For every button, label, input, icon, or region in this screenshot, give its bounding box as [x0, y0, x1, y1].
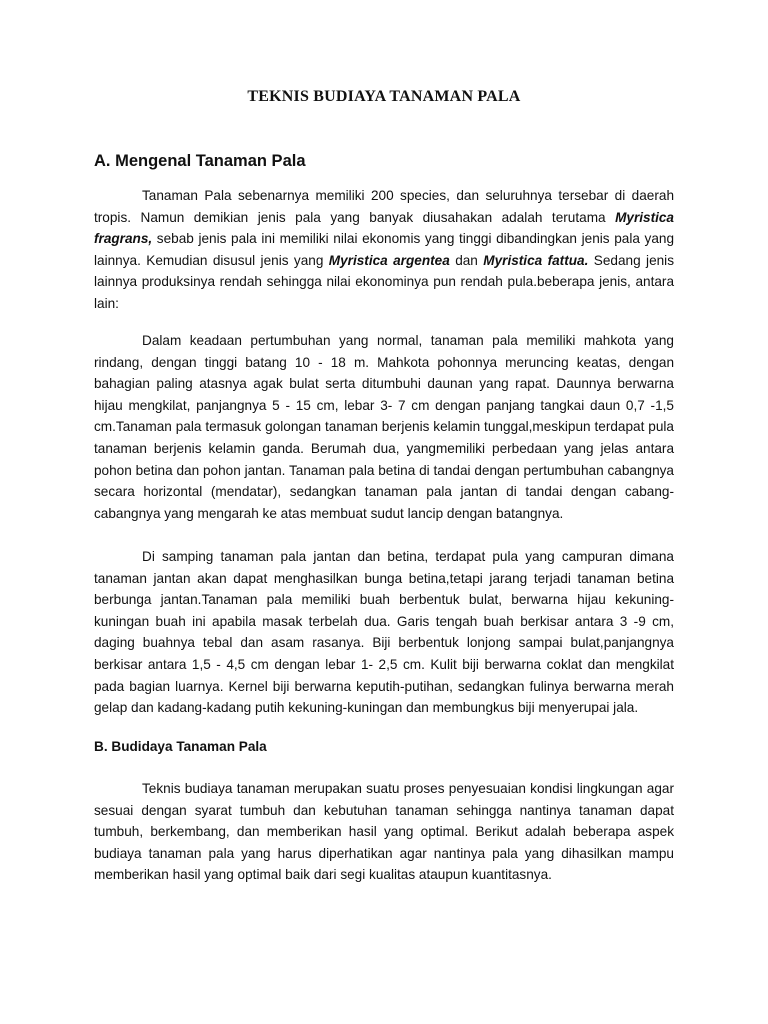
section-a-paragraph-2: Dalam keadaan pertumbuhan yang normal, tanaman pala memiliki mahkota yang rindang, dengan tinggi batang 10 - 18 m. Mahkota pohonnya meruncing keatas, dengan bahagian paling atasnya agak bulat serta ditumbuhi daunan yang rapat. Daunnya berwarna hijau mengkilat, panjangnya 5 - 15 cm, lebar 3- 7 cm dengan panjang tangkai daun 0,7 -1,5 cm.Tanaman pala termasuk golongan tanaman berjenis kelamin tunggal,meskipun terdapat pula tanaman berjenis kelamin ganda. Berumah dua, yangmemiliki perbedaan yang jelas antara pohon betina dan pohon jantan. Tanaman pala betina di tandai dengan pertumbuhan cabangnya secara horizontal (mendatar), sedangkan tanaman pala jantan di tandai dengan cabang-cabangnya yang mengarah ke atas membuat sudut lancip dengan batangnya. [94, 333, 674, 521]
paragraph-text: Tanaman Pala sebenarnya memiliki 200 species, dan seluruhnya tersebar di daerah tropis. Namun demikian jenis pala yang banyak diusahakan adalah terutama [94, 188, 674, 225]
document-title: TEKNIS BUDIAYA TANAMAN PALA [247, 88, 521, 105]
paragraph-text: dan [449, 252, 484, 268]
paragraph-text: sebab jenis pala ini memiliki nilai ekonomis yang tinggi dibandingkan jenis pala yang lainnya. Kemudian disusul jenis yang [94, 231, 674, 268]
section-b-paragraph-1: Teknis budiaya tanaman merupakan suatu proses penyesuaian kondisi lingkungan agar sesuai dengan syarat tumbuh dan kebutuhan tanaman sehingga nantinya tanaman dapat tumbuh, berkembang, dan memberikan hasil yang optimal. Berikut adalah beberapa aspek budiaya tanaman pala yang harus diperhatikan agar nantinya pala yang dihasilkan mampu memberikan hasil yang optimal baik dari segi kualitas ataupun kuantitasnya. [94, 781, 674, 883]
species-name: Myristica argentea [328, 252, 450, 268]
species-name: Myristica fattua. [483, 252, 589, 268]
section-a-paragraph-3: Di samping tanaman pala jantan dan betina, terdapat pula yang campuran dimana tanaman jantan akan dapat menghasilkan bunga betina,tetapi jarang terjadi tanaman betina berbunga jantan.Tanaman pala memiliki buah berbentuk bulat, berwarna hijau kekuning-kuningan buah ini apabila masak terbelah dua. Garis tengah buah berkisar antara 3 -9 cm, daging buahnya tebal dan asam rasanya. Biji berbentuk lonjong sampai bulat,panjangnya berkisar antara 1,5 - 4,5 cm dengan lebar 1- 2,5 cm. Kulit biji berwarna coklat dan mengkilat pada bagian luarnya. Kernel biji berwarna keputih-putihan, sedangkan fulinya berwarna merah gelap dan kadang-kadang putih kekuning-kuningan dan membungkus biji menyerupai jala. [94, 549, 674, 716]
section-b-heading: B. Budidaya Tanaman Pala [94, 739, 267, 754]
section-a-heading: A. Mengenal Tanaman Pala [94, 152, 306, 170]
section-a-paragraph-1 [94, 185, 674, 315]
species-name: Myristica fragrans, [94, 209, 674, 247]
paragraph-text: Sedang jenis lainnya produksinya rendah sehingga nilai ekonominya pun rendah pula.beberapa jenis, antara lain: [94, 252, 675, 311]
